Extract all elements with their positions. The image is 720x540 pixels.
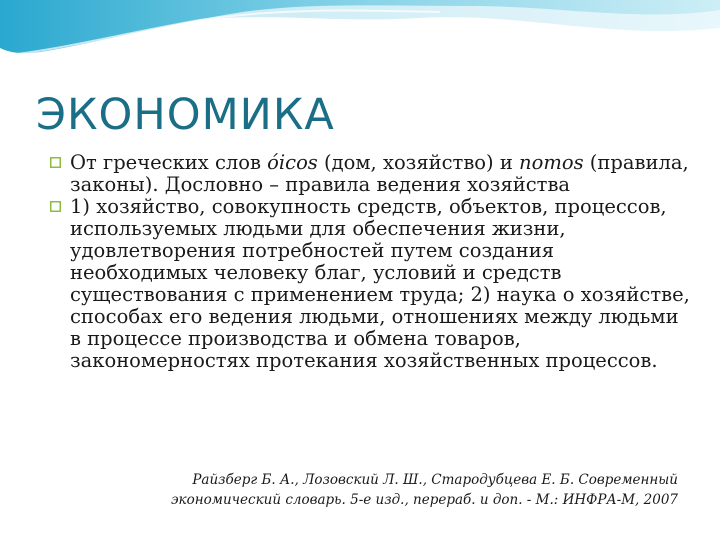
slide-title: ЭКОНОМИКА xyxy=(36,90,335,140)
source-reference xyxy=(58,470,678,510)
header-wave-decoration xyxy=(0,0,720,80)
definition-text: 1) хозяйство, совокупность средств, объектов, процессов, используемых людьми для обеспечения жизни, удовлетворения потребностей путем создания необходимых человеку благ, условий и средств существования с применением труда; 2) наука о хозяйстве, способах его ведения людьми, отношениях между людьми в процессе производства и обмена товаров, закономерностях протекания хозяйственных процессов. xyxy=(70,195,690,372)
square-bullet-icon xyxy=(50,201,61,212)
bullet-item-definition xyxy=(50,196,690,372)
reference-line-1: Райзберг Б. А., Лозовский Л. Ш., Стародубцева Е. Б. Современный xyxy=(192,472,678,488)
term-nomos: nomos xyxy=(519,151,584,174)
square-bullet-icon xyxy=(50,157,61,168)
etymology-text-before: От греческих слов xyxy=(70,151,268,174)
term-oicos: óicos xyxy=(267,151,318,174)
etymology-text-after: (правила, законы). Дословно – правила ведения хозяйства xyxy=(70,151,689,196)
etymology-text-middle: (дом, хозяйство) и xyxy=(317,151,520,174)
reference-line-2: экономический словарь. 5-е изд., перераб. и доп. - М.: ИНФРА-М, 2007 xyxy=(171,492,678,508)
bullet-list xyxy=(50,152,690,372)
bullet-item-etymology xyxy=(50,152,690,196)
